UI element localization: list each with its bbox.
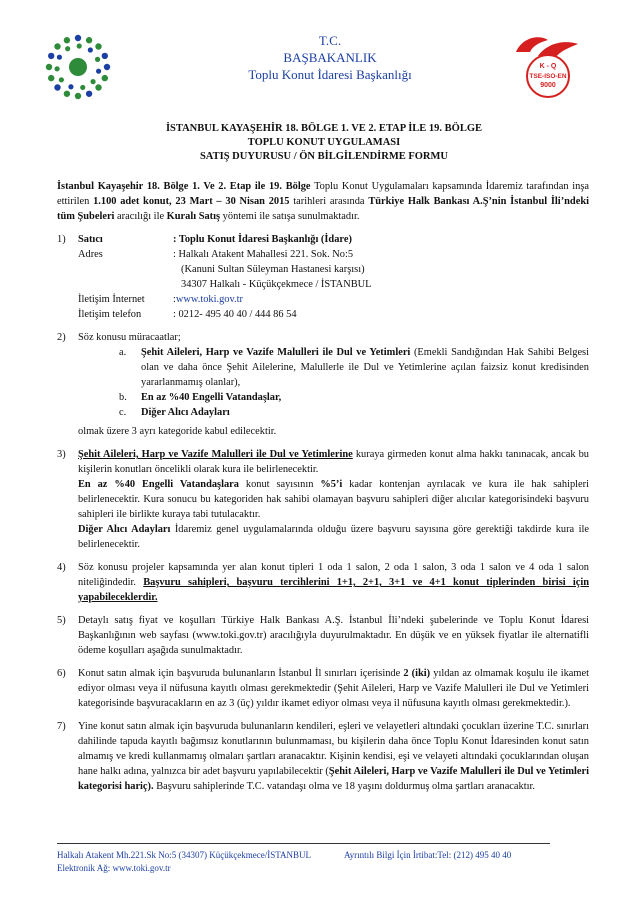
section-6-duration: 2 (iki) bbox=[403, 668, 431, 679]
section-7-text-1: Yine konut satın almak için başvuruda bulunanların kendileri, eşleri ve velayetleri altındaki çocukları üzerine T.C. sınırları dahilinde tapuda kayıtlı bağımsız konutlarının bulunmaması, bu kişilerin daha önce Toplu Konut İdaresinden konut satın almamış ve kredi kullanmamış olmaları şartları aranacaktır. Kişinin kendisi, eşi ve velayeti altındaki çocuklarından oluşan hane halkı adına, yalnızca bir adet başvuru yapılabilecektir ( bbox=[78, 721, 589, 777]
logo-dot bbox=[57, 55, 62, 60]
title-line-1: İSTANBUL KAYAŞEHİR 18. BÖLGE 1. VE 2. ETAP İLE 19. BÖLGE bbox=[165, 123, 483, 134]
footer-website[interactable]: Elektronik Ağ: www.toki.gov.tr bbox=[57, 863, 171, 873]
phone-label: İletişim telefon bbox=[78, 309, 142, 320]
logo-dot bbox=[54, 66, 59, 71]
section-6 bbox=[57, 666, 589, 711]
logo-dot bbox=[88, 47, 93, 52]
intro-text-4: yöntemi ile satışa sunulmaktadır. bbox=[220, 211, 360, 222]
address-line-1: : Halkalı Atakent Mahallesi 221. Sok. No:5 bbox=[173, 249, 354, 260]
category-b-title: En az %40 Engelli Vatandaşlar, bbox=[141, 392, 282, 403]
category-a-text: (Emekli Sandığından Hak Sahibi Belgesi olan ve daha önce Şehit Ailelerine, Malullerle ile Dul ve Yetimlerine açılan faizsiz konut kredisinden yararlanmamış olanlar), bbox=[141, 347, 589, 388]
logo-dot bbox=[86, 91, 92, 97]
logo-dot bbox=[102, 53, 108, 59]
section-6-number: 6) bbox=[57, 668, 66, 679]
section-7-exception: Şehit Aileleri, Harp ve Vazife Malulleri ile Dul ve Yetimleri kategorisi hariç). bbox=[78, 766, 589, 792]
logo-text-kq: K - Q bbox=[539, 63, 557, 70]
intro-text-3: aracılığı ile bbox=[114, 211, 167, 222]
section-6-text-1: Konut satın almak için başvuruda bulunanların İstanbul İl sınırları içerisinde bbox=[78, 668, 404, 679]
section-7-number: 7) bbox=[57, 721, 66, 732]
footer-address: Halkalı Atakent Mh.221.Sk No:5 (34307) Küçükçekmece/İSTANBUL bbox=[57, 850, 311, 860]
logo-core bbox=[69, 58, 87, 76]
category-a-letter: a. bbox=[119, 347, 127, 358]
intro-method: Kuralı Satış bbox=[166, 211, 221, 222]
address-line-3: 34307 Halkalı - Küçükçekmece / İSTANBUL bbox=[181, 279, 372, 290]
logo-dot bbox=[95, 57, 100, 62]
logo-dot bbox=[48, 53, 54, 59]
section-3-p1-text: kuraya girmeden konut alma hakkı tanınacak, ancak bu kişilerin konutları öncelikli olarak kura ile belirlenecektir. bbox=[78, 449, 589, 475]
section-3-p3-bold: Diğer Alıcı Adayları bbox=[78, 524, 171, 535]
category-c-title: Diğer Alıcı Adayları bbox=[141, 407, 230, 418]
footer-divider bbox=[57, 843, 550, 844]
seller-label: Satıcı bbox=[78, 234, 103, 245]
section-4-number: 4) bbox=[57, 562, 66, 573]
section-3-p2-bold: En az %40 Engelli Vatandaşlara bbox=[78, 479, 239, 490]
logo-dot bbox=[80, 85, 85, 90]
section-4-text: Söz konusu projeler kapsamında yer alan konut tipleri 1 oda 1 salon, 2 oda 1 salon, 3 oda 1 salon ve 4 oda 1 salon niteliğindedir. bbox=[78, 562, 589, 588]
address-line-2: (Kanuni Sultan Süleyman Hastanesi karşısı) bbox=[181, 264, 365, 275]
section-3-p2-quota: %5’i bbox=[320, 479, 343, 490]
toki-logo-icon bbox=[45, 34, 111, 100]
section-3-p1-bold: Şehit Aileleri, Harp ve Vazife Malulleri ile Dul ve Yetimlerine bbox=[78, 449, 353, 460]
logo-dot bbox=[75, 35, 81, 41]
section-3-p2-text-2: kadar kontenjan ayrılacak ve kura ile hak sahipleri belirlenecektir. Kura sonucu bu kategoriden hak sahibi olamayan başvuru sahipleri diğer alıcılar kategorisindeki başvuru sahipleri ile birlikte kuraya tabi tutulacaktır. bbox=[78, 479, 590, 520]
section-5-number: 5) bbox=[57, 615, 66, 626]
logo-dot bbox=[95, 84, 101, 90]
phone-value: : 0212- 495 40 40 / 444 86 54 bbox=[173, 309, 297, 320]
document-body bbox=[57, 179, 589, 794]
section-3-p3-text: İdaremiz genel uygulamalarında olduğu üzere başvuru sayısına göre gerektiği takdirde kura ile belirlenecektir. bbox=[78, 524, 589, 550]
intro-project-name: İstanbul Kayaşehir 18. Bölge 1. Ve 2. Etap ile 19. Bölge bbox=[57, 181, 311, 192]
category-a-title: Şehit Aileleri, Harp ve Vazife Malulleri ile Dul ve Yetimleri bbox=[141, 347, 411, 358]
logo-dot bbox=[90, 79, 95, 84]
header-ministry: BAŞBAKANLIK bbox=[283, 50, 377, 65]
category-c-letter: c. bbox=[119, 407, 127, 418]
seller-value: : Toplu Konut İdaresi Başkanlığı (İdare) bbox=[173, 234, 352, 245]
title-line-3: SATIŞ DUYURUSU / ÖN BİLGİLENDİRME FORMU bbox=[199, 151, 449, 162]
internet-label: İletişim İnternet bbox=[78, 294, 145, 305]
section-4 bbox=[57, 560, 589, 605]
category-a bbox=[119, 345, 589, 390]
intro-dates: 1.100 adet konut, 23 Mart – 30 Nisan 2015 bbox=[93, 196, 290, 207]
logo-dot bbox=[59, 77, 64, 82]
section-2-lead: Söz konusu müracaatlar; bbox=[78, 332, 181, 343]
logo-text-9000: 9000 bbox=[540, 82, 556, 89]
logo-text-tse: TSE-ISO-EN bbox=[529, 73, 567, 80]
section-7 bbox=[57, 719, 589, 794]
category-c bbox=[119, 405, 589, 420]
logo-dot bbox=[75, 93, 81, 99]
title-line-2: TOPLU KONUT UYGULAMASI bbox=[247, 137, 401, 148]
intro-text-2: tarihleri arasında bbox=[289, 196, 369, 207]
address-label: Adres bbox=[78, 249, 103, 260]
section-2-number: 2) bbox=[57, 332, 66, 343]
logo-dot bbox=[77, 43, 82, 48]
section-3-number: 3) bbox=[57, 449, 66, 460]
section-4-emphasis: Başvuru sahipleri, başvuru tercihlerini 1+1, 2+1, 3+1 ve 4+1 konut tiplerinden birisi için yapabileceklerdir. bbox=[78, 577, 590, 603]
logo-dot bbox=[104, 64, 110, 70]
logo-dot bbox=[102, 75, 108, 81]
section-3-para-1 bbox=[78, 447, 589, 477]
section-3-p2-text-1: konut sayısının bbox=[238, 479, 321, 490]
section-1-number: 1) bbox=[57, 234, 66, 245]
header-agency: Toplu Konut İdaresi Başkanlığı bbox=[248, 67, 412, 82]
footer-contact: Ayrıntılı Bilgi İçin İrtibat:Tel: (212) 495 40 40 bbox=[344, 850, 512, 860]
section-2 bbox=[57, 330, 589, 439]
section-5 bbox=[57, 613, 589, 658]
logo-dot bbox=[68, 84, 73, 89]
tse-iso-logo-icon bbox=[508, 30, 586, 102]
section-3-para-3 bbox=[78, 522, 589, 552]
intro-paragraph bbox=[57, 179, 589, 224]
intro-bank: Türkiye Halk Bankası A.Ş’nin İstanbul İli’ndeki tüm Şubeleri bbox=[57, 196, 589, 222]
logo-dot bbox=[96, 69, 101, 74]
logo-dot bbox=[48, 75, 54, 81]
logo-dot bbox=[54, 43, 60, 49]
logo-dot bbox=[65, 46, 70, 51]
section-3 bbox=[57, 447, 589, 552]
category-b-letter: b. bbox=[119, 392, 127, 403]
logo-dot bbox=[95, 43, 101, 49]
page-footer bbox=[57, 849, 557, 875]
intro-text-1: Toplu Konut Uygulamaları kapsamında İdaremiz tarafından inşa ettirilen bbox=[57, 181, 589, 207]
logo-dot bbox=[86, 37, 92, 43]
section-6-text-2: yıldan az olmamak koşulu ile ikamet ediyor olması veya il nüfusuna kayıtlı olması gerekmektedir (Şehit Aileleri, Harp ve Vazife Malulleri ile Dul ve Yetimleri kategorisinde başvuracakların en az 3 (üç) yıldır ikamet ediyor olması veya il nüfusuna kayıtlı olması gerekmektedir.). bbox=[78, 668, 589, 709]
category-b bbox=[119, 390, 589, 405]
website-link[interactable]: www.toki.gov.tr bbox=[175, 294, 243, 305]
logo-dot bbox=[46, 64, 52, 70]
internet-separator: : bbox=[173, 294, 176, 305]
section-7-text-2: Başvuru sahiplerinde T.C. vatandaşı olma ve 18 yaşını doldurmuş olma şartları aranacaktır. bbox=[153, 781, 535, 792]
logo-dot bbox=[64, 91, 70, 97]
logo-dot bbox=[64, 37, 70, 43]
section-5-text: Detaylı satış fiyat ve koşulları Türkiye Halk Bankası A.Ş. İstanbul İli’ndeki şubelerinde ve Toplu Konut İdaresi Başkanlığının web sayfası (www.toki.gov.tr) aracılığıyla duyurulmaktadır. En düşük ve en yüksek fiyatlar ile alternatifli ödeme koşulları aşağıda sunulmaktadır. bbox=[78, 615, 589, 656]
header-tc: T.C. bbox=[318, 33, 342, 48]
logo-dot bbox=[54, 84, 60, 90]
section-1 bbox=[57, 232, 589, 322]
institution-header bbox=[170, 32, 490, 83]
section-3-para-2 bbox=[78, 477, 589, 522]
document-title bbox=[64, 122, 584, 164]
section-2-tail: olmak üzere 3 ayrı kategoride kabul edilecektir. bbox=[78, 426, 277, 437]
